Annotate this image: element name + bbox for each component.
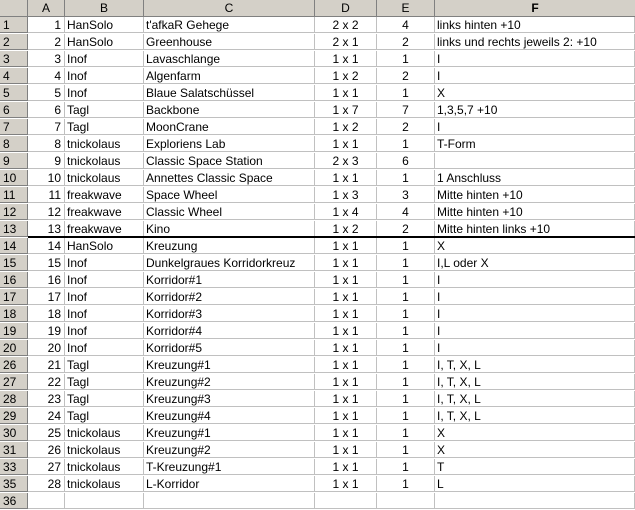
cell-f[interactable]: T-Form: [435, 136, 635, 152]
row-header[interactable]: 27: [0, 374, 28, 390]
table-row: [0, 289, 635, 306]
row-header[interactable]: 9: [0, 153, 28, 169]
cell-d[interactable]: 1 x 1: [315, 238, 377, 254]
cell-c[interactable]: Backbone: [144, 102, 315, 118]
table-row: [0, 170, 635, 187]
row-header[interactable]: 14: [0, 238, 28, 254]
row-header[interactable]: 5: [0, 85, 28, 101]
row-header[interactable]: 13: [0, 221, 28, 237]
cell-b[interactable]: freakwave: [65, 221, 144, 237]
cell-b[interactable]: Inof: [65, 306, 144, 322]
cell-d[interactable]: 1 x 1: [315, 357, 377, 373]
row-header[interactable]: 16: [0, 272, 28, 288]
cell-a[interactable]: 5: [28, 85, 65, 101]
cell-b[interactable]: tnickolaus: [65, 136, 144, 152]
cell-c[interactable]: Algenfarm: [144, 68, 315, 84]
cell-d[interactable]: 1 x 1: [315, 323, 377, 339]
cell-e[interactable]: 7: [377, 102, 435, 118]
cell-f[interactable]: 1 Anschluss: [435, 170, 635, 186]
cell-e[interactable]: 1: [377, 238, 435, 254]
cell-e[interactable]: 1: [377, 323, 435, 339]
cell-d[interactable]: 1 x 1: [315, 289, 377, 305]
cell-a[interactable]: 26: [28, 442, 65, 458]
cell-b[interactable]: tnickolaus: [65, 442, 144, 458]
cell-b[interactable]: Tagl: [65, 357, 144, 373]
table-row: [0, 374, 635, 391]
cell-d[interactable]: 2 x 2: [315, 17, 377, 33]
cell-c[interactable]: Lavaschlange: [144, 51, 315, 67]
table-row: [0, 255, 635, 272]
cell-d[interactable]: 2 x 3: [315, 153, 377, 169]
cell-f[interactable]: Mitte hinten +10: [435, 204, 635, 220]
cell-a[interactable]: 2: [28, 34, 65, 50]
cell-a[interactable]: 8: [28, 136, 65, 152]
cell-f[interactable]: I: [435, 68, 635, 84]
cell-c[interactable]: Korridor#4: [144, 323, 315, 339]
row-header[interactable]: 19: [0, 323, 28, 339]
cell-a[interactable]: 18: [28, 306, 65, 322]
cell-a[interactable]: 15: [28, 255, 65, 271]
column-header-b[interactable]: B: [65, 0, 144, 17]
cell-b[interactable]: tnickolaus: [65, 476, 144, 492]
table-row: [0, 493, 635, 510]
cell-e[interactable]: 1: [377, 442, 435, 458]
cell-e[interactable]: 1: [377, 340, 435, 356]
select-all-corner[interactable]: [0, 0, 28, 17]
column-header-a[interactable]: A: [28, 0, 65, 17]
table-row: [0, 476, 635, 493]
cell-e[interactable]: 1: [377, 425, 435, 441]
cell-a[interactable]: 7: [28, 119, 65, 135]
table-row: [0, 306, 635, 323]
cell-c[interactable]: Kino: [144, 221, 315, 237]
cell-e[interactable]: 1: [377, 289, 435, 305]
cell-e[interactable]: 1: [377, 170, 435, 186]
cell-d[interactable]: 1 x 2: [315, 221, 377, 237]
cell-b[interactable]: Tagl: [65, 374, 144, 390]
cell-f[interactable]: I: [435, 340, 635, 356]
column-header-row: [0, 0, 635, 17]
cell-d[interactable]: 1 x 2: [315, 119, 377, 135]
cell-d[interactable]: 1 x 1: [315, 170, 377, 186]
cell-c[interactable]: Kreuzung#3: [144, 391, 315, 407]
cell-f[interactable]: links hinten +10: [435, 17, 635, 33]
cell-a[interactable]: 28: [28, 476, 65, 492]
cell-e[interactable]: 2: [377, 68, 435, 84]
cell-e[interactable]: 1: [377, 136, 435, 152]
cell-d[interactable]: 1 x 1: [315, 272, 377, 288]
row-header[interactable]: 7: [0, 119, 28, 135]
cell-f[interactable]: I: [435, 289, 635, 305]
cell-f[interactable]: Mitte hinten +10: [435, 187, 635, 203]
row-header[interactable]: 10: [0, 170, 28, 186]
cell-d[interactable]: 2 x 1: [315, 34, 377, 50]
cell-c[interactable]: Dunkelgraues Korridorkreuz: [144, 255, 315, 271]
cell-b[interactable]: Inof: [65, 340, 144, 356]
cell-d[interactable]: 1 x 1: [315, 340, 377, 356]
cell-a[interactable]: 9: [28, 153, 65, 169]
cell-f[interactable]: I, T, X, L: [435, 391, 635, 407]
table-row: [0, 68, 635, 85]
cell-c[interactable]: Kreuzung#1: [144, 357, 315, 373]
cell-f[interactable]: I: [435, 119, 635, 135]
cell-c[interactable]: Greenhouse: [144, 34, 315, 50]
cell-b[interactable]: tnickolaus: [65, 425, 144, 441]
cell-d[interactable]: 1 x 3: [315, 187, 377, 203]
column-header-f[interactable]: F: [435, 0, 635, 17]
cell-d[interactable]: 1 x 7: [315, 102, 377, 118]
column-header-d[interactable]: D: [315, 0, 377, 17]
cell-e[interactable]: 2: [377, 221, 435, 237]
cell-a[interactable]: 20: [28, 340, 65, 356]
cell-d[interactable]: [315, 493, 377, 509]
cell-c[interactable]: Space Wheel: [144, 187, 315, 203]
table-row: [0, 153, 635, 170]
table-row: [0, 408, 635, 425]
cell-b[interactable]: tnickolaus: [65, 153, 144, 169]
cell-b[interactable]: Tagl: [65, 119, 144, 135]
cell-c[interactable]: Kreuzung#2: [144, 374, 315, 390]
cell-b[interactable]: Inof: [65, 323, 144, 339]
cell-c[interactable]: L-Korridor: [144, 476, 315, 492]
cell-e[interactable]: 1: [377, 51, 435, 67]
cell-a[interactable]: 11: [28, 187, 65, 203]
cell-b[interactable]: Tagl: [65, 391, 144, 407]
cell-a[interactable]: 4: [28, 68, 65, 84]
table-row: [0, 357, 635, 374]
cell-b[interactable]: Inof: [65, 68, 144, 84]
cell-f[interactable]: X: [435, 85, 635, 101]
cell-f[interactable]: 1,3,5,7 +10: [435, 102, 635, 118]
cell-f[interactable]: I: [435, 51, 635, 67]
cell-a[interactable]: 25: [28, 425, 65, 441]
cell-a[interactable]: 27: [28, 459, 65, 475]
cell-c[interactable]: Blaue Salatschüssel: [144, 85, 315, 101]
cell-c[interactable]: Korridor#3: [144, 306, 315, 322]
cell-e[interactable]: 1: [377, 391, 435, 407]
cell-e[interactable]: 6: [377, 153, 435, 169]
cell-d[interactable]: 1 x 1: [315, 408, 377, 424]
table-row: [0, 136, 635, 153]
cell-b[interactable]: freakwave: [65, 204, 144, 220]
row-header[interactable]: 20: [0, 340, 28, 356]
table-row: [0, 119, 635, 136]
cell-e[interactable]: 1: [377, 374, 435, 390]
cell-e[interactable]: 1: [377, 357, 435, 373]
cell-a[interactable]: 1: [28, 17, 65, 33]
table-row: [0, 459, 635, 476]
cell-c[interactable]: Korridor#5: [144, 340, 315, 356]
row-header[interactable]: 2: [0, 34, 28, 50]
cell-e[interactable]: 1: [377, 255, 435, 271]
cell-e[interactable]: 4: [377, 204, 435, 220]
cell-c[interactable]: Korridor#2: [144, 289, 315, 305]
row-header[interactable]: 11: [0, 187, 28, 203]
cell-e[interactable]: [377, 493, 435, 509]
cell-d[interactable]: 1 x 1: [315, 255, 377, 271]
cell-e[interactable]: 4: [377, 17, 435, 33]
cell-f[interactable]: [435, 153, 635, 169]
row-header[interactable]: 15: [0, 255, 28, 271]
cell-f[interactable]: X: [435, 425, 635, 441]
cell-d[interactable]: 1 x 1: [315, 306, 377, 322]
cell-e[interactable]: 2: [377, 34, 435, 50]
row-header[interactable]: 12: [0, 204, 28, 220]
cell-d[interactable]: 1 x 1: [315, 374, 377, 390]
cell-e[interactable]: 1: [377, 85, 435, 101]
cell-d[interactable]: 1 x 1: [315, 136, 377, 152]
cell-c[interactable]: Kreuzung: [144, 238, 315, 254]
cell-b[interactable]: HanSolo: [65, 17, 144, 33]
cell-c[interactable]: Classic Wheel: [144, 204, 315, 220]
cell-b[interactable]: tnickolaus: [65, 459, 144, 475]
cell-c[interactable]: Kreuzung#4: [144, 408, 315, 424]
cell-f[interactable]: [435, 493, 635, 509]
cell-a[interactable]: 22: [28, 374, 65, 390]
row-header[interactable]: 17: [0, 289, 28, 305]
cell-f[interactable]: I, T, X, L: [435, 408, 635, 424]
row-header[interactable]: 6: [0, 102, 28, 118]
cell-f[interactable]: I,L oder X: [435, 255, 635, 271]
cell-f[interactable]: X: [435, 238, 635, 254]
cell-b[interactable]: Tagl: [65, 408, 144, 424]
cell-e[interactable]: 2: [377, 119, 435, 135]
cell-c[interactable]: Exploriens Lab: [144, 136, 315, 152]
cell-d[interactable]: 1 x 1: [315, 442, 377, 458]
cell-b[interactable]: tnickolaus: [65, 170, 144, 186]
table-row: [0, 272, 635, 289]
cell-f[interactable]: T: [435, 459, 635, 475]
cell-c[interactable]: T-Kreuzung#1: [144, 459, 315, 475]
row-header[interactable]: 4: [0, 68, 28, 84]
cell-f[interactable]: Mitte hinten links +10: [435, 221, 635, 237]
cell-c[interactable]: Kreuzung#2: [144, 442, 315, 458]
row-header[interactable]: 3: [0, 51, 28, 67]
table-row: [0, 391, 635, 408]
table-row: [0, 425, 635, 442]
cell-f[interactable]: X: [435, 442, 635, 458]
cell-c[interactable]: MoonCrane: [144, 119, 315, 135]
cell-c[interactable]: Classic Space Station: [144, 153, 315, 169]
cell-b[interactable]: freakwave: [65, 187, 144, 203]
cell-a[interactable]: 17: [28, 289, 65, 305]
row-header[interactable]: 1: [0, 17, 28, 33]
cell-f[interactable]: I: [435, 323, 635, 339]
cell-c[interactable]: Annettes Classic Space: [144, 170, 315, 186]
cell-e[interactable]: 3: [377, 187, 435, 203]
cell-b[interactable]: Tagl: [65, 102, 144, 118]
cell-b[interactable]: Inof: [65, 85, 144, 101]
table-row: [0, 340, 635, 357]
cell-a[interactable]: 13: [28, 221, 65, 237]
cell-b[interactable]: Inof: [65, 255, 144, 271]
cell-d[interactable]: 1 x 1: [315, 391, 377, 407]
cell-b[interactable]: [65, 493, 144, 509]
table-row: [0, 442, 635, 459]
cell-d[interactable]: 1 x 1: [315, 85, 377, 101]
section-separator-line: [28, 236, 635, 238]
cell-a[interactable]: 14: [28, 238, 65, 254]
cell-b[interactable]: HanSolo: [65, 34, 144, 50]
row-header[interactable]: 8: [0, 136, 28, 152]
row-header[interactable]: 31: [0, 442, 28, 458]
row-header[interactable]: 30: [0, 425, 28, 441]
cell-a[interactable]: 12: [28, 204, 65, 220]
cell-c[interactable]: Korridor#1: [144, 272, 315, 288]
cell-a[interactable]: 24: [28, 408, 65, 424]
cell-d[interactable]: 1 x 1: [315, 51, 377, 67]
cell-c[interactable]: Kreuzung#1: [144, 425, 315, 441]
cell-e[interactable]: 1: [377, 476, 435, 492]
cell-b[interactable]: Inof: [65, 51, 144, 67]
row-header[interactable]: 33: [0, 459, 28, 475]
cell-d[interactable]: 1 x 2: [315, 68, 377, 84]
cell-b[interactable]: HanSolo: [65, 238, 144, 254]
row-header[interactable]: 18: [0, 306, 28, 322]
cell-f[interactable]: I: [435, 306, 635, 322]
table-row: [0, 238, 635, 255]
row-header[interactable]: 29: [0, 408, 28, 424]
cell-d[interactable]: 1 x 1: [315, 459, 377, 475]
cell-b[interactable]: Inof: [65, 289, 144, 305]
cell-a[interactable]: 19: [28, 323, 65, 339]
table-row: [0, 51, 635, 68]
cell-e[interactable]: 1: [377, 306, 435, 322]
row-header[interactable]: 28: [0, 391, 28, 407]
cell-e[interactable]: 1: [377, 459, 435, 475]
cell-c[interactable]: t'afkaR Gehege: [144, 17, 315, 33]
table-row: [0, 323, 635, 340]
cell-e[interactable]: 1: [377, 272, 435, 288]
row-header[interactable]: 36: [0, 493, 28, 509]
row-header[interactable]: 35: [0, 476, 28, 492]
cell-d[interactable]: 1 x 1: [315, 476, 377, 492]
cell-a[interactable]: 3: [28, 51, 65, 67]
cell-a[interactable]: 21: [28, 357, 65, 373]
column-header-c[interactable]: C: [144, 0, 315, 17]
table-row: [0, 17, 635, 34]
row-header[interactable]: 26: [0, 357, 28, 373]
cell-b[interactable]: Inof: [65, 272, 144, 288]
cell-a[interactable]: [28, 493, 65, 509]
cell-a[interactable]: 23: [28, 391, 65, 407]
cell-c[interactable]: [144, 493, 315, 509]
table-row: [0, 85, 635, 102]
table-row: [0, 204, 635, 221]
cell-e[interactable]: 1: [377, 408, 435, 424]
cell-f[interactable]: I: [435, 272, 635, 288]
cell-d[interactable]: 1 x 4: [315, 204, 377, 220]
cell-f[interactable]: links und rechts jeweils 2: +10: [435, 34, 635, 50]
cell-a[interactable]: 6: [28, 102, 65, 118]
cell-a[interactable]: 10: [28, 170, 65, 186]
cell-a[interactable]: 16: [28, 272, 65, 288]
table-row: [0, 34, 635, 51]
table-row: [0, 102, 635, 119]
table-row: [0, 187, 635, 204]
cell-f[interactable]: L: [435, 476, 635, 492]
column-header-e[interactable]: E: [377, 0, 435, 17]
cell-d[interactable]: 1 x 1: [315, 425, 377, 441]
cell-f[interactable]: I, T, X, L: [435, 374, 635, 390]
cell-f[interactable]: I, T, X, L: [435, 357, 635, 373]
